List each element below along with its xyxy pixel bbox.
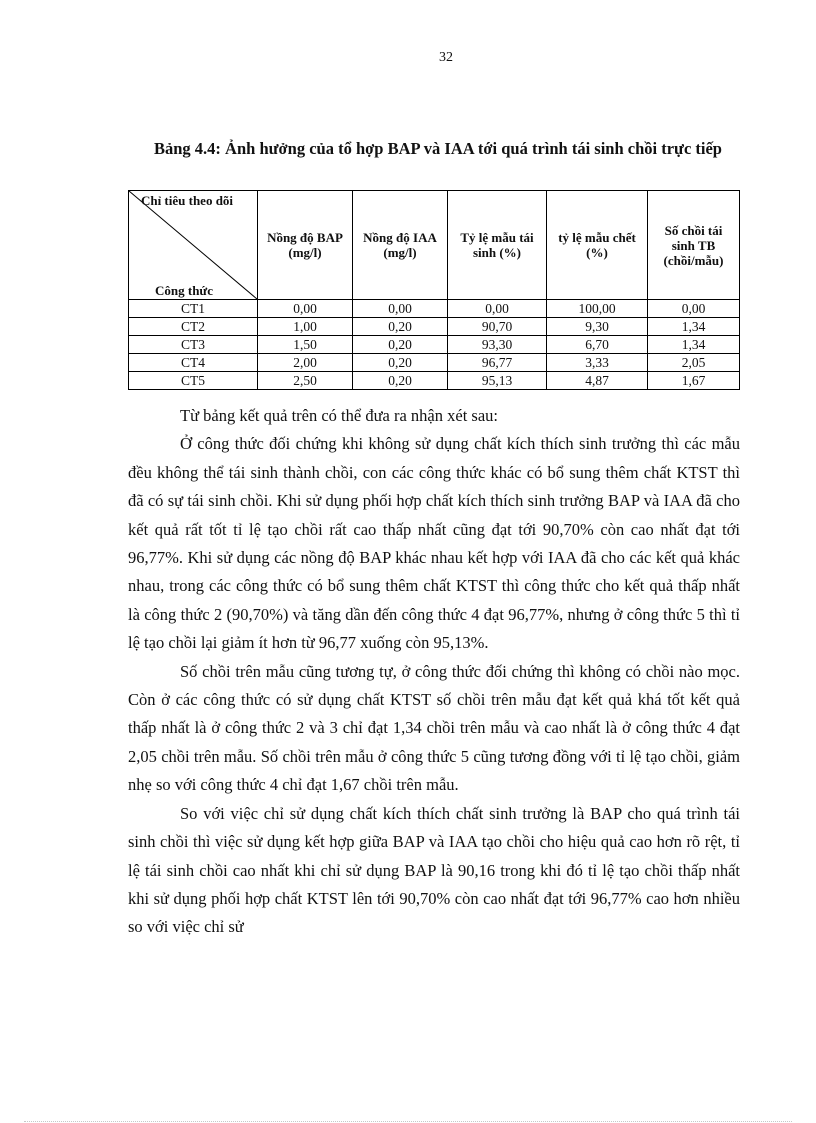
table-cell: 1,67: [648, 372, 740, 390]
table-cell: 100,00: [547, 300, 648, 318]
table-cell: 0,20: [353, 354, 448, 372]
table-cell: 0,20: [353, 372, 448, 390]
table-cell: 2,50: [258, 372, 353, 390]
page-bottom-rule: [24, 1121, 792, 1122]
body-text: [128, 402, 740, 942]
table-cell: CT5: [129, 372, 258, 390]
table-title: Bảng 4.4: Ảnh hưởng của tổ hợp BAP và IAA tới quá trình tái sinh chồi trực tiếp: [154, 139, 722, 158]
table-cell: 0,20: [353, 318, 448, 336]
table-cell: 90,70: [448, 318, 547, 336]
table-cell: 2,05: [648, 354, 740, 372]
header-death-rate: tỷ lệ mẫu chết (%): [547, 191, 648, 300]
table-row: [129, 336, 740, 354]
table-cell: 9,30: [547, 318, 648, 336]
paragraph: Ở công thức đối chứng khi không sử dụng chất kích thích sinh trưởng thì các mẫu đều không thể tái sinh thành chồi, con các công thức khác có bổ sung thêm chất KTST thì đã có sự tái sinh chồi. Khi sử dụng phối hợp chất kích thích sinh trưởng BAP và IAA đã cho kết quả rất tốt tỉ lệ tạo chồi rất cao thấp nhất cũng đạt tới 90,70% còn cao nhất đạt tới 96,77%. Khi sử dụng các nồng độ BAP khác nhau kết hợp với IAA đã cho các kết quả khác nhau, trong các công thức có bổ sung thêm chất KTST thì công thức cho kết quả thấp nhất là công thức 2 (90,70%) và tăng dần đến công thức 4 đạt 96,77%, nhưng ở công thức 5 thì tỉ lệ tạo chồi lại giảm ít hơn từ 96,77 xuống còn 95,13%.: [128, 434, 740, 653]
header-shoot-count: Số chồi tái sinh TB (chồi/mẫu): [648, 191, 740, 300]
table-row: [129, 318, 740, 336]
table-cell: 2,00: [258, 354, 353, 372]
table-cell: CT1: [129, 300, 258, 318]
table-cell: 0,00: [258, 300, 353, 318]
corner-bottom-label: Công thức: [155, 283, 213, 298]
table-row: [129, 354, 740, 372]
paragraph: Từ bảng kết quả trên có thể đưa ra nhận xét sau:: [180, 406, 498, 425]
table-cell: CT2: [129, 318, 258, 336]
data-table: [128, 190, 740, 390]
corner-top-label: Chỉ tiêu theo dõi: [140, 193, 234, 208]
table-cell: 96,77: [448, 354, 547, 372]
table-cell: CT4: [129, 354, 258, 372]
table-cell: 1,50: [258, 336, 353, 354]
paragraph: Số chồi trên mẫu cũng tương tự, ở công thức đối chứng thì không có chồi nào mọc. Còn ở các công thức có sử dụng chất KTST số chồi trên mẫu đạt kết quả khá tốt kết quả thấp nhất là ở công thức 2 và 3 chỉ đạt 1,34 chồi trên mẫu và cao nhất là ở công thức 4 đạt 2,05 chồi trên mẫu. Số chồi trên mẫu ở công thức 5 cũng tương đồng với tỉ lệ tạo chồi, giảm nhẹ so với công thức 4 chỉ đạt 1,67 chồi trên mẫu.: [128, 661, 740, 795]
paragraph: So với việc chỉ sử dụng chất kích thích chất sinh trưởng là BAP cho quá trình tái sinh chồi thì việc sử dụng kết hợp giữa BAP và IAA tạo chồi cho hiệu quả cao hơn rõ rệt, tỉ lệ tái sinh chồi cao nhất khi chỉ sử dụng BAP là 90,16 trong khi đó tỉ lệ tạo chồi thấp nhất khi sử dụng phối hợp chất KTST lên tới 90,70% còn cao nhất đạt tới 96,77% cao hơn nhiều so với việc chỉ sử: [128, 803, 740, 937]
diagonal-header-cell: [129, 191, 258, 300]
table-cell: 1,34: [648, 336, 740, 354]
table-cell: 95,13: [448, 372, 547, 390]
page-number: 32: [439, 50, 453, 65]
table-header-row: [129, 191, 740, 300]
table-cell: 3,33: [547, 354, 648, 372]
table-cell: 4,87: [547, 372, 648, 390]
table-cell: 0,00: [353, 300, 448, 318]
table-cell: CT3: [129, 336, 258, 354]
table-row: [129, 300, 740, 318]
header-regeneration-rate: Tỷ lệ mẫu tái sinh (%): [448, 191, 547, 300]
header-iaa: Nồng độ IAA (mg/l): [353, 191, 448, 300]
table-cell: 6,70: [547, 336, 648, 354]
table-cell: 0,00: [448, 300, 547, 318]
table-cell: 93,30: [448, 336, 547, 354]
table-cell: 0,00: [648, 300, 740, 318]
table-cell: 1,00: [258, 318, 353, 336]
table-cell: 1,34: [648, 318, 740, 336]
header-bap: Nồng độ BAP (mg/l): [258, 191, 353, 300]
table-row: [129, 372, 740, 390]
table-cell: 0,20: [353, 336, 448, 354]
